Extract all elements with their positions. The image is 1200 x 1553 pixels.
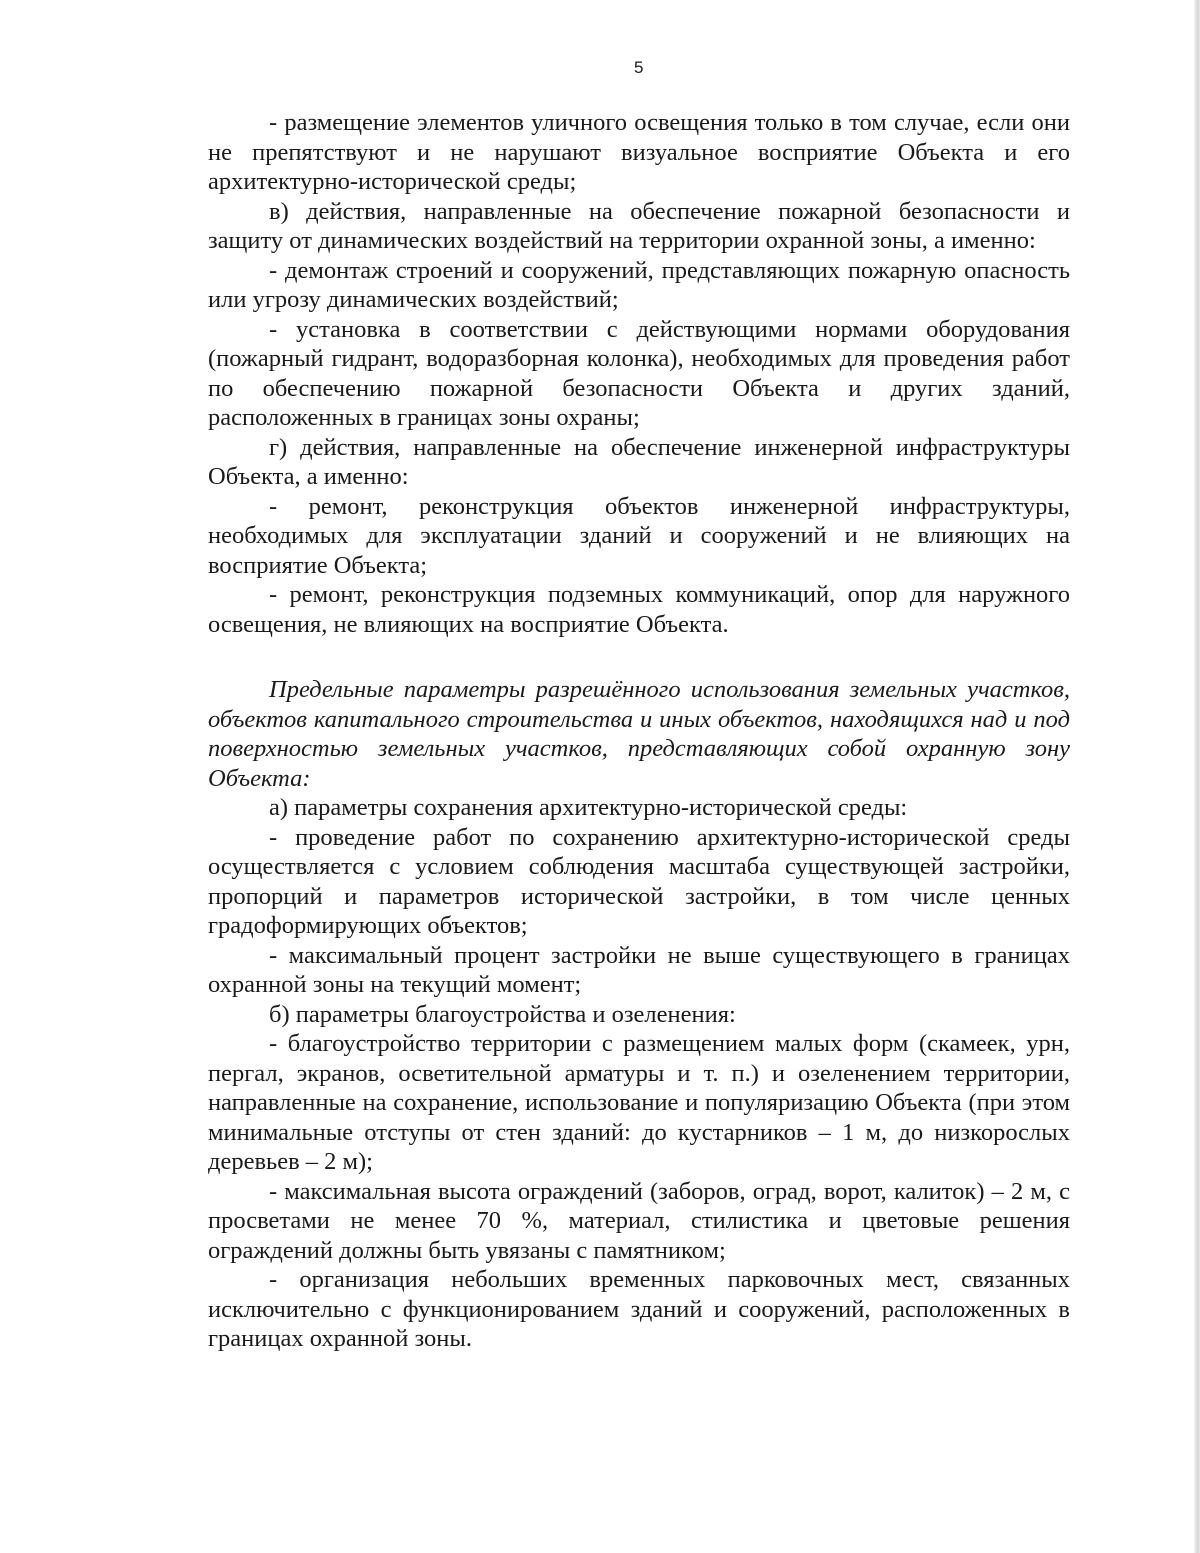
paragraph-fence-height: - максимальная высота ограждений (заборов, оград, ворот, калиток) – 2 м, с просветами не менее 70 %, материал, стилистика и цветовые решения ограждений должны быть увязаны с памятником; — [208, 1177, 1070, 1264]
paragraph-preservation-parameters: а) параметры сохранения архитектурно-исторической среды: — [269, 794, 908, 821]
scan-edge — [1194, 0, 1200, 1553]
paragraph-limit-parameters-heading: Предельные параметры разрешённого использования земельных участков, объектов капитального строительства и иных объектов, находящихся над и под поверхностью земельных участков, представляющих собой охранную зону Объекта: — [208, 676, 1070, 792]
paragraph-fire-safety: в) действия, направленные на обеспечение пожарной безопасности и защиту от динамических воздействий на территории охранной зоны, а именно: — [208, 197, 1070, 254]
paragraph-street-lighting: - размещение элементов уличного освещения только в том случае, если они не препятствуют и не нарушают визуальное восприятие Объекта и его архитектурно-исторической среды; — [208, 109, 1070, 195]
document-body — [208, 108, 1070, 1354]
paragraph-landscaping-parameters: б) параметры благоустройства и озеленения: — [269, 1000, 736, 1028]
paragraph-territory-improvement: - благоустройство территории с размещением малых форм (скамеек, урн, пергал, экранов, осветительной арматуры и т. п.) и озеленением территории, направленные на сохранение, использование и популяризацию Объекта (при этом минимальные отступы от стен зданий: до кустарников – 1 м, до низкорослых деревьев – 2 м); — [208, 1030, 1070, 1175]
paragraph-parking: - организация небольших временных парковочных мест, связанных исключительно с функционированием зданий и сооружений, расположенных в границах охранной зоны. — [208, 1266, 1070, 1352]
paragraph-max-building-percent: - максимальный процент застройки не выше существующего в границах охранной зоны на текущий момент; — [208, 941, 1070, 998]
paragraph-demolition: - демонтаж строений и сооружений, представляющих пожарную опасность или угрозу динамических воздействий; — [208, 256, 1070, 313]
paragraph-preservation-works: - проведение работ по сохранению архитектурно-исторической среды осуществляется с условием соблюдения масштаба существующей застройки, пропорций и параметров исторической застройки, в том числе ценных градоформирующих объектов; — [208, 823, 1070, 939]
paragraph-underground-communications: - ремонт, реконструкция подземных коммуникаций, опор для наружного освещения, не влияющих на восприятие Объекта. — [208, 581, 1070, 638]
paragraph-equipment-installation: - установка в соответствии с действующими нормами оборудования (пожарный гидрант, водоразборная колонка), необходимых для проведения работ по обеспечению пожарной безопасности Объекта и других зданий, расположенных в границах зоны охраны; — [208, 315, 1070, 431]
page-number: 5 — [634, 58, 644, 77]
paragraph-engineering-infrastructure: г) действия, направленные на обеспечение инженерной инфраструктуры Объекта, а именно: — [208, 433, 1070, 490]
paragraph-infrastructure-repair: - ремонт, реконструкция объектов инженерной инфраструктуры, необходимых для эксплуатации зданий и сооружений и не влияющих на восприятие Объекта; — [208, 492, 1070, 579]
